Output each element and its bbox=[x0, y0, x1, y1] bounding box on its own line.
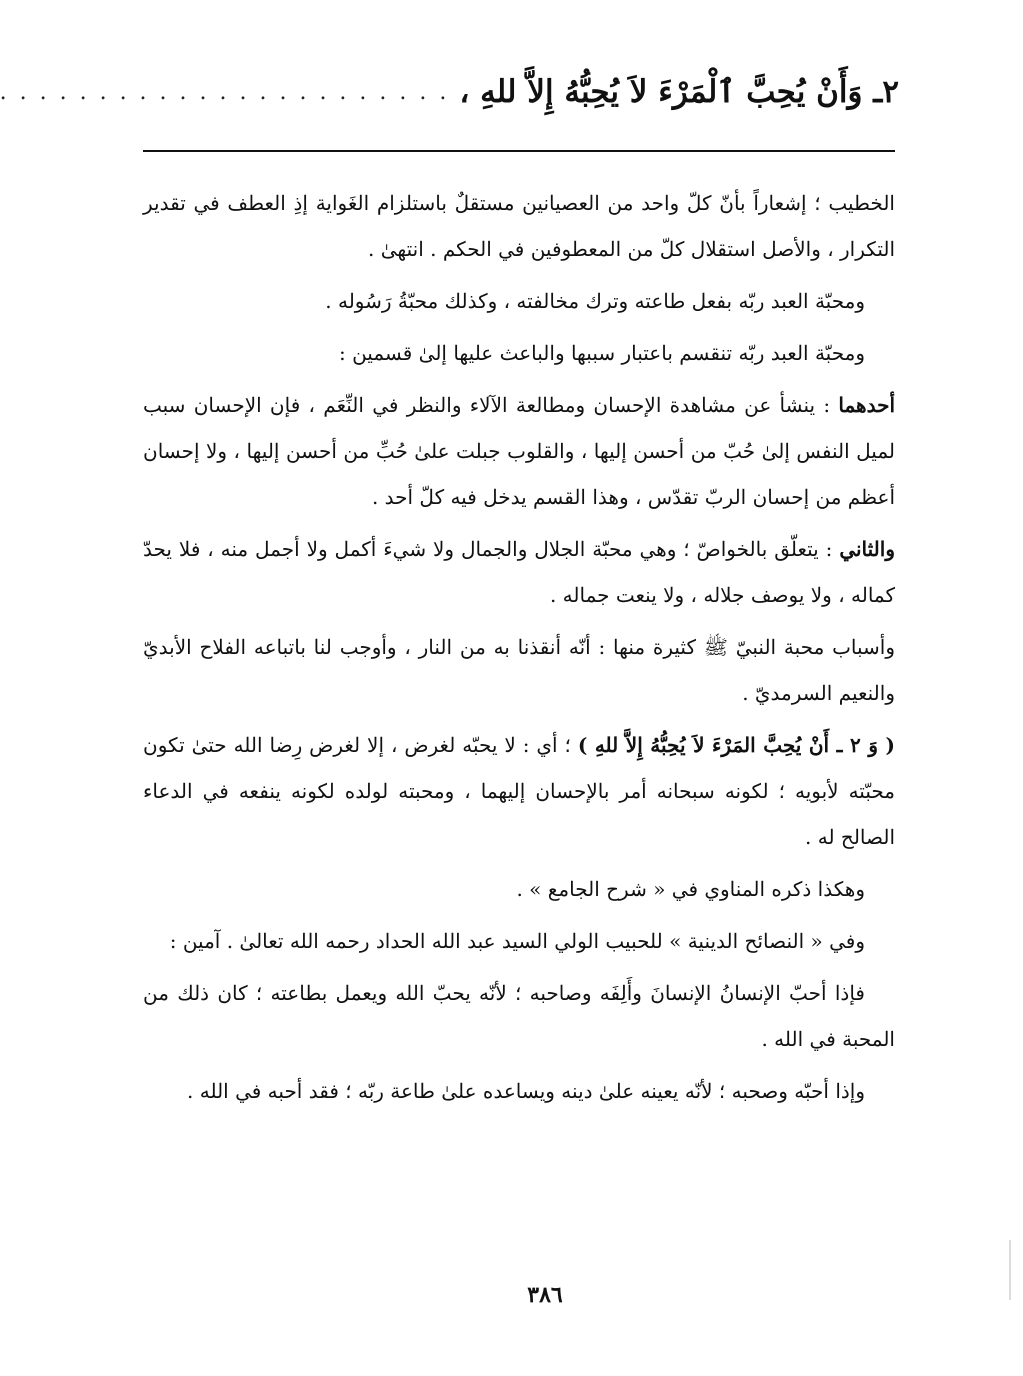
paragraph bbox=[143, 918, 895, 964]
paragraph-text: وأسباب محبة النبيّ ﷺ كثيرة منها : أنّه أنقذنا به من النار ، وأوجب لنا باتباعه الفلاح الأبديّ والنعيم السرمديّ . bbox=[143, 635, 895, 705]
paragraph bbox=[143, 866, 895, 912]
paragraph bbox=[143, 722, 895, 860]
page-header bbox=[0, 62, 899, 122]
paragraph bbox=[143, 624, 895, 716]
paragraph-lead: والثاني bbox=[839, 537, 895, 561]
paragraph-text: ومحبّة العبد ربّه تنقسم باعتبار سببها والباعث عليها إلىٰ قسمين : bbox=[338, 341, 865, 365]
scan-margin-mark bbox=[1009, 1240, 1011, 1300]
page-number: ٣٨٦ bbox=[527, 1282, 563, 1308]
paragraph bbox=[143, 180, 895, 272]
paragraph bbox=[143, 382, 895, 520]
paragraph-text: ؛ أي : لا يحبّه لغرض ، إلا لغرض رِضا الله حتىٰ تكون محبّته لأبويه ؛ لكونه سبحانه أمر بالإحسان إليهما ، ومحبته لولده لكونه ينفعه في الدعاء الصالح له . bbox=[143, 733, 895, 849]
paragraph bbox=[143, 526, 895, 618]
hadith-quote: ( وَ ٢ ـ أَنْ يُحِبَّ المَرْءَ لاَ يُحِبُّهُ إِلاَّ للهِ ) bbox=[577, 733, 895, 757]
header-dotted-leader: . . . . . . . . . . . . . . . . . . . . . . . bbox=[0, 79, 450, 105]
paragraph-text: ومحبّة العبد ربّه بفعل طاعته وترك مخالفته ، وكذلك محبّةُ رَسُوله . bbox=[325, 289, 865, 313]
paragraph bbox=[143, 970, 895, 1062]
header-rule bbox=[143, 150, 895, 152]
paragraph-text: وإذا أحبّه وصحبه ؛ لأنّه يعينه علىٰ دينه ويساعده علىٰ طاعة ربّه ؛ فقد أحبه في الله . bbox=[187, 1079, 865, 1103]
paragraph bbox=[143, 1068, 895, 1114]
paragraph-text: وهكذا ذكره المناوي في « شرح الجامع » . bbox=[516, 877, 865, 901]
header-title: ٢ـ وَأَنْ يُحِبَّ ٱلْمَرْءَ لاَ يُحِبُّهُ إِلاَّ للهِ ، bbox=[459, 74, 899, 110]
paragraph-text: الخطيب ؛ إشعاراً بأنّ كلّ واحد من العصيانين مستقلٌ باستلزام الغَواية إذِ العطف في تقدير التكرار ، والأصل استقلال كلّ من المعطوفين في الحكم . انتهىٰ . bbox=[143, 191, 895, 261]
paragraph bbox=[143, 278, 895, 324]
page-body bbox=[143, 180, 895, 1120]
paragraph-text: : ينشأ عن مشاهدة الإحسان ومطالعة الآلاء والنظر في النِّعَم ، فإن الإحسان سبب لميل النفس إلىٰ حُبّ من أحسن إليها ، والقلوب جبلت علىٰ حُبِّ من أحسن إليها ، ولا إحسان أعظم من إحسان الربّ تقدّس ، وهذا القسم يدخل فيه كلّ أحد . bbox=[143, 393, 895, 509]
paragraph bbox=[143, 330, 895, 376]
paragraph-lead: أحدهما bbox=[838, 393, 895, 417]
paragraph-text: : يتعلّق بالخواصّ ؛ وهي محبّة الجلال والجمال ولا شيءَ أكمل ولا أجمل منه ، فلا يحدّ كماله ، ولا يوصف جلاله ، ولا ينعت جماله . bbox=[143, 537, 895, 607]
paragraph-text: فإذا أحبّ الإنسانُ الإنسانَ وأَلِفَه وصاحبه ؛ لأنّه يحبّ الله ويعمل بطاعته ؛ كان ذلك من المحبة في الله . bbox=[143, 981, 895, 1051]
paragraph-text: وفي « النصائح الدينية » للحبيب الولي السيد عبد الله الحداد رحمه الله تعالىٰ . آمين : bbox=[169, 929, 865, 953]
